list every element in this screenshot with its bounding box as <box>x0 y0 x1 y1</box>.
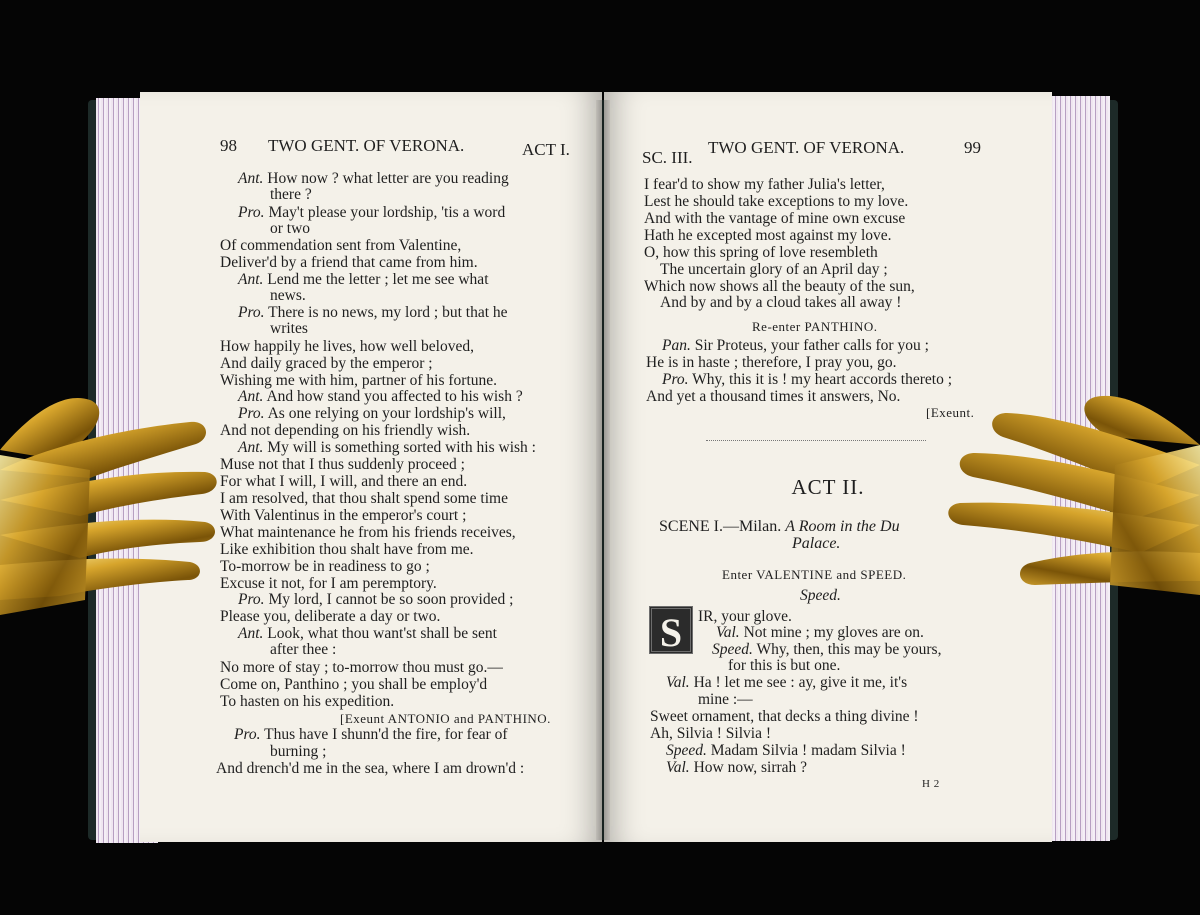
stage-direction: [Exeunt. <box>926 405 975 420</box>
text-line: Like exhibition thou shalt have from me. <box>220 541 474 558</box>
text-line: there ? <box>270 186 312 203</box>
left-act-label: ACT I. <box>522 140 570 159</box>
right-page-number: 99 <box>964 138 981 157</box>
text-line: Speed. Madam Silvia ! madam Silvia ! <box>666 742 906 759</box>
text-line: Ant. How now ? what letter are you reading <box>238 170 509 187</box>
text-line: news. <box>270 287 306 304</box>
right-running-title: TWO GENT. OF VERONA. <box>708 138 905 157</box>
scene-heading: SCENE I.—Milan. A Room in the Du <box>659 518 900 535</box>
text-line: Excuse it not, for I am peremptory. <box>220 575 437 592</box>
text-line: Ant. And how stand you affected to his wish ? <box>238 388 523 405</box>
text-line: I fear'd to show my father Julia's letter, <box>644 176 885 193</box>
text-line: And with the vantage of mine own excuse <box>644 210 906 227</box>
text-line: Pro. As one relying on your lordship's will, <box>238 405 506 422</box>
text-line: Speed. Why, then, this may be yours, <box>712 641 942 658</box>
left-page-number: 98 <box>220 136 237 155</box>
entrance-direction: Enter VALENTINE and SPEED. <box>722 567 907 582</box>
text-line: Come on, Panthino ; you shall be employ'd <box>220 676 488 693</box>
text-line: Val. How now, sirrah ? <box>666 759 808 776</box>
text-line: IR, your glove. <box>698 608 792 625</box>
text-line: Pro. There is no news, my lord ; but that he <box>238 304 508 321</box>
text-line: With Valentinus in the emperor's court ; <box>220 507 467 524</box>
text-line: Muse not that I thus suddenly proceed ; <box>220 456 465 473</box>
text-line: Pan. Sir Proteus, your father calls for you ; <box>662 337 929 354</box>
text-line: Wishing me with him, partner of his fortune. <box>220 372 498 389</box>
right-scene-label: SC. III. <box>642 148 693 167</box>
brass-hand-right <box>935 385 1200 610</box>
text-line: Ant. Look, what thou want'st shall be sent <box>238 625 497 642</box>
text-line: Sweet ornament, that decks a thing divine ! <box>650 708 919 725</box>
stage-direction: [Exeunt ANTONIO and PANTHINO. <box>340 711 551 726</box>
text-line: Deliver'd by a friend that came from him. <box>220 254 478 271</box>
text-line: And daily graced by the emperor ; <box>220 355 433 372</box>
text-line: for this is but one. <box>728 657 841 674</box>
text-line: To-morrow be in readiness to go ; <box>220 558 430 575</box>
text-line: burning ; <box>270 743 327 760</box>
text-line: And drench'd me in the sea, where I am drown'd : <box>216 760 525 777</box>
text-line: Ant. My will is something sorted with his wish : <box>238 439 536 456</box>
text-line: And by and by a cloud takes all away ! <box>660 294 902 311</box>
scene-heading-place: Palace. <box>792 535 841 552</box>
text-line: I am resolved, that thou shalt spend some time <box>220 490 508 507</box>
signature-mark: H 2 <box>922 778 940 790</box>
text-line: writes <box>270 320 308 337</box>
left-running-title: TWO GENT. OF VERONA. <box>268 136 465 155</box>
text-line: Pro. Why, this it is ! my heart accords thereto ; <box>662 371 953 388</box>
text-line: To hasten on his expedition. <box>220 693 395 710</box>
text-line: How happily he lives, how well beloved, <box>220 338 474 355</box>
text-line: Val. Not mine ; my gloves are on. <box>716 624 924 641</box>
drop-cap: S <box>649 606 693 654</box>
section-divider <box>706 440 926 441</box>
text-line: Pro. May't please your lordship, 'tis a word <box>238 204 506 221</box>
brass-hand-left <box>0 360 230 630</box>
text-line: For what I will, I will, and there an end. <box>220 473 468 490</box>
text-line: Val. Ha ! let me see : ay, give it me, it's <box>666 674 908 691</box>
stage-direction: Re-enter PANTHINO. <box>752 319 878 334</box>
text-line: And yet a thousand times it answers, No. <box>646 388 901 405</box>
text-line: Lest he should take exceptions to my love. <box>644 193 909 210</box>
text-line: Pro. My lord, I cannot be so soon provided ; <box>238 591 514 608</box>
text-line: Ah, Silvia ! Silvia ! <box>650 725 771 742</box>
text-line: Ant. Lend me the letter ; let me see what <box>238 271 489 288</box>
text-line: mine :— <box>698 691 753 708</box>
text-line: Pro. Thus have I shunn'd the fire, for fear of <box>234 726 508 743</box>
speaker-heading: Speed. <box>800 587 841 604</box>
text-line: He is in haste ; therefore, I pray you, go. <box>646 354 897 371</box>
text-line: No more of stay ; to-morrow thou must go.— <box>220 659 503 676</box>
text-line: Hath he excepted most against my love. <box>644 227 892 244</box>
book-gutter <box>596 100 610 840</box>
text-line: Of commendation sent from Valentine, <box>220 237 462 254</box>
text-line: Please you, deliberate a day or two. <box>220 608 441 625</box>
text-line: What maintenance he from his friends receives, <box>220 524 516 541</box>
text-line: or two <box>270 220 311 237</box>
act-heading: ACT II. <box>791 475 865 499</box>
text-line: O, how this spring of love resembleth <box>644 244 878 261</box>
text-line: after thee : <box>270 641 337 658</box>
text-line: And not depending on his friendly wish. <box>220 422 471 439</box>
text-line: The uncertain glory of an April day ; <box>660 261 888 278</box>
text-line: Which now shows all the beauty of the sun, <box>644 278 915 295</box>
